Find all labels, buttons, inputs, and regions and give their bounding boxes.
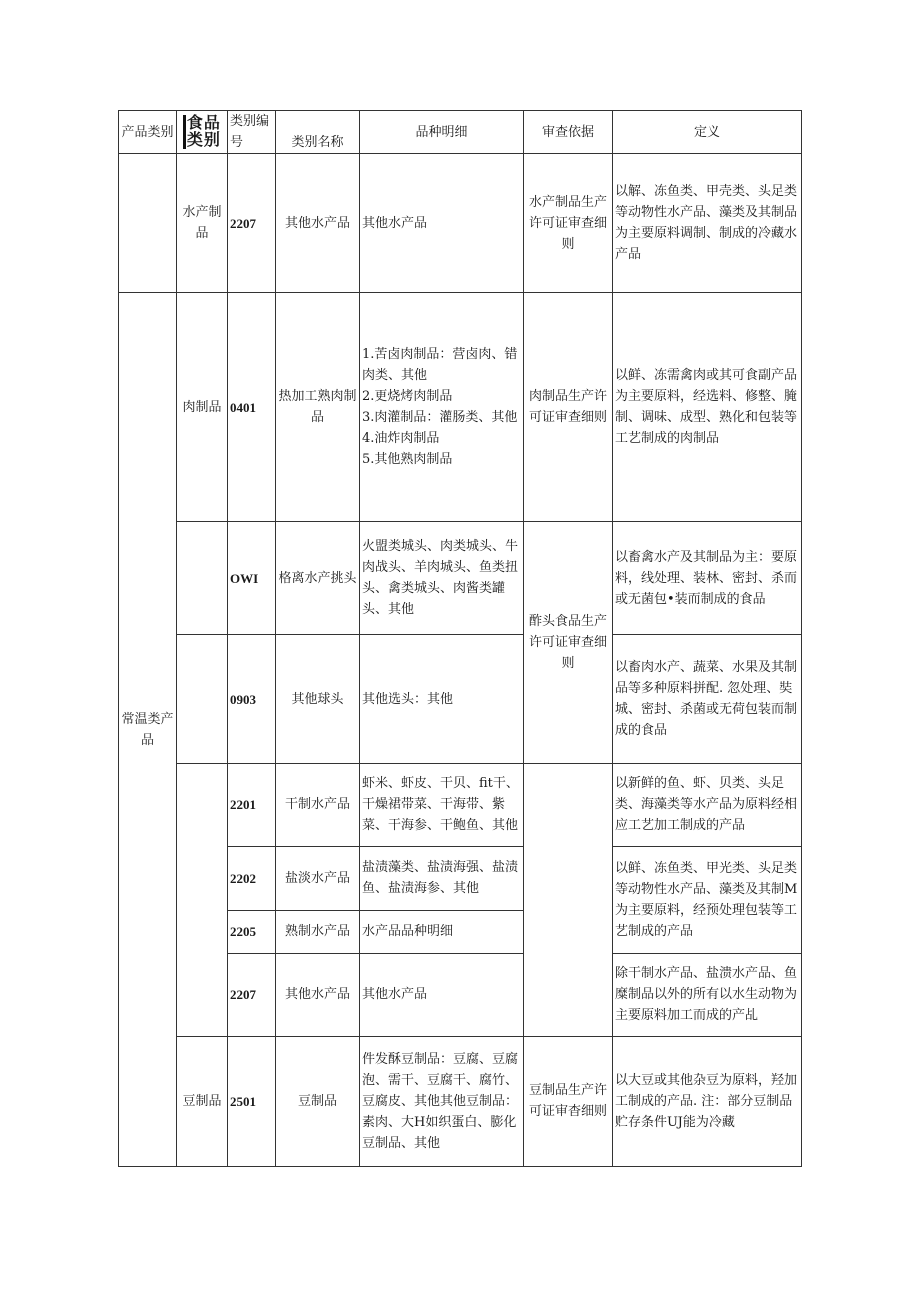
category-name-cell: 格离水产挑头 [276, 522, 360, 635]
header-category-code: 类别编号 [228, 111, 276, 154]
table-row [119, 293, 802, 522]
review-basis-cell: 肉制品生产许可证审查细则 [524, 293, 613, 522]
category-code-cell: 2207 [228, 953, 276, 1036]
review-basis-cell: 酢头食品生产许可证审查细则 [524, 522, 613, 763]
product-category-table [118, 110, 802, 1167]
definition-cell: 以畜肉水产、蔬菜、水果及其制品等多种原料拼配. 忽处理、奘城、密封、杀菌或无荷包装而制成的食品 [613, 635, 802, 763]
food-category-empty-cell [177, 522, 228, 635]
category-name-cell: 其他水产品 [276, 154, 360, 293]
table-row [119, 763, 802, 846]
category-name-cell: 干制水产品 [276, 763, 360, 846]
header-variety-detail: 品种明细 [360, 111, 524, 154]
variety-detail-cell [360, 293, 524, 522]
product-class-empty-cell [119, 154, 177, 293]
variety-detail-cell: 虾米、虾皮、干贝、fit干、干燥裙带菜、干海带、紫菜、干海参、干鲍鱼、其他 [360, 763, 524, 846]
header-row [119, 111, 802, 154]
definition-cell: 以新鲜的鱼、虾、贝类、头足类、海藻类等水产品为原料经相应工艺加工制成的产品 [613, 763, 802, 846]
table-row [119, 1036, 802, 1166]
review-basis-cell: 豆制品生产许可证审杳细则 [524, 1036, 613, 1166]
review-basis-cell: 水产制品生产许可证审查细则 [524, 154, 613, 293]
category-code-cell: 2202 [228, 846, 276, 910]
header-food-category [177, 111, 228, 154]
category-code-cell: OWI [228, 522, 276, 635]
detail-item: 2.更烧烤肉制品 [362, 389, 453, 405]
variety-detail-cell: 盐渍藻类、盐渍海强、盐渍鱼、盐渍海参、其他 [360, 846, 524, 910]
table-row [119, 635, 802, 763]
detail-item: 5.其他熟肉制品 [362, 452, 453, 468]
product-class-cell: 常温类产品 [119, 293, 177, 1167]
category-code-cell: 2207 [228, 154, 276, 293]
table-row [119, 522, 802, 635]
variety-detail-cell: 件发酥豆制品：豆腐、豆腐泡、需干、豆腐干、腐竹、豆腐皮、其他其他豆制品：素肉、大H如织蛋白、膨化豆制品、其他 [360, 1036, 524, 1166]
definition-cell: 以鲜、冻需禽肉或其可食副产品为主要原料，经选料、修整、腌制、调味、成型、熟化和包装等工艺制成的肉制品 [613, 293, 802, 522]
definition-cell: 以解、冻鱼类、甲壳类、头足类等动物性水产品、藻类及其制品为主要原料调制、制成的冷藏水产品 [613, 154, 802, 293]
food-category-cell [177, 763, 228, 1036]
category-name-cell: 盐淡水产品 [276, 846, 360, 910]
category-name-cell: 其他球头 [276, 635, 360, 763]
food-category-cell: 水产制品 [177, 154, 228, 293]
detail-item: 1.苦卤肉制品：营卤肉、错肉类、其他 [362, 347, 518, 384]
category-name-cell: 熟制水产品 [276, 910, 360, 953]
category-code-cell: 2205 [228, 910, 276, 953]
definition-cell: 除干制水产品、盐溃水产品、鱼糜制品以外的所有以水生动物为主要原料加工而成的产乩 [613, 953, 802, 1036]
category-code-cell: 0401 [228, 293, 276, 522]
category-code-cell: 2501 [228, 1036, 276, 1166]
detail-item: 4.油炸肉制品 [362, 431, 440, 447]
category-code-cell: 2201 [228, 763, 276, 846]
header-definition: 定义 [613, 111, 802, 154]
category-name-cell: 热加工熟肉制品 [276, 293, 360, 522]
header-food-category-text: 食品类别 [186, 115, 221, 150]
category-name-cell: 其他水产品 [276, 953, 360, 1036]
header-product-category: 产品类别 [119, 111, 177, 154]
variety-detail-cell: 其他选头：其他 [360, 635, 524, 763]
variety-detail-cell: 其他水产品 [360, 154, 524, 293]
definition-cell: 以畜禽水产及其制品为主：要原料，线处理、装林、密封、杀而或无菌包•装而制成的食品 [613, 522, 802, 635]
variety-detail-cell: 火盟类城头、肉类城头、牛肉战头、羊肉城头、鱼类扭头、禽类城头、肉酱类罐头、其他 [360, 522, 524, 635]
food-category-cell: 肉制品 [177, 293, 228, 522]
variety-detail-cell: 其他水产品 [360, 953, 524, 1036]
review-basis-cell [524, 763, 613, 1036]
detail-item: 3.肉灌制品：灌肠类、其他 [362, 410, 518, 426]
header-review-basis: 审查依据 [524, 111, 613, 154]
header-category-name: 类别名称 [276, 111, 360, 154]
variety-detail-cell: 水产品品种明细 [360, 910, 524, 953]
definition-cell: 以大豆或其他杂豆为原料，羟加工制成的产品. 注：部分豆制品贮存条件UJ能为冷藏 [613, 1036, 802, 1166]
table-row [119, 154, 802, 293]
food-category-cell: 豆制品 [177, 1036, 228, 1166]
category-code-cell: 0903 [228, 635, 276, 763]
category-name-cell: 豆制品 [276, 1036, 360, 1166]
definition-cell: 以鲜、冻鱼类、甲光类、头足类等动物性水产品、藻类及其制M为主要原料，经预处理包装等工艺制成的产品 [613, 846, 802, 953]
food-category-empty-cell [177, 635, 228, 763]
